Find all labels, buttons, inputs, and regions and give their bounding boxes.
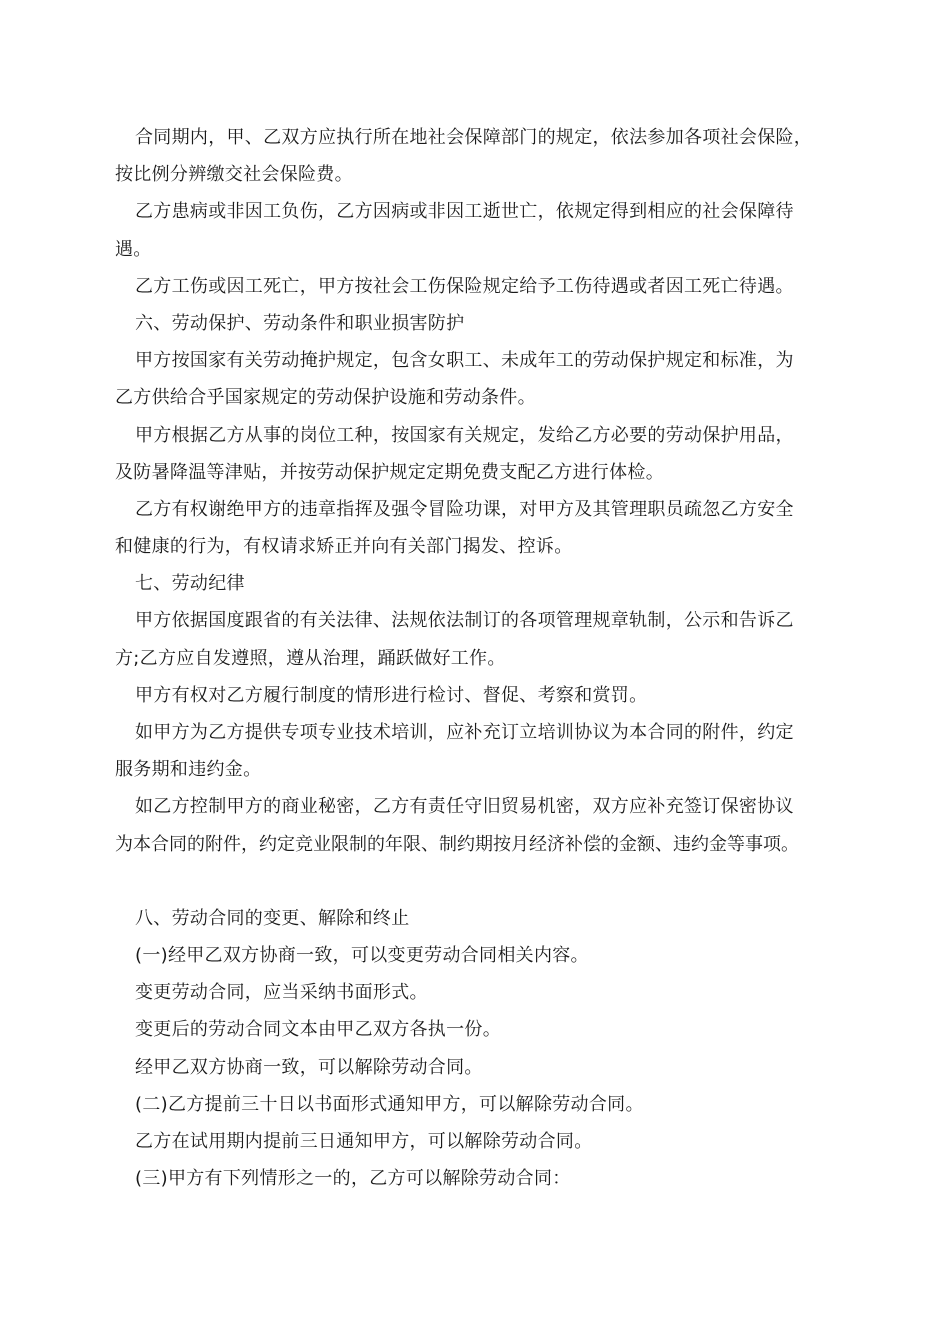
paragraph-line: 服务期和违约金。 [115,759,262,781]
paragraph-line: 经甲乙双方协商一致，可以解除劳动合同。 [135,1056,483,1078]
section-heading: 八、劳动合同的变更、解除和终止 [135,907,410,929]
paragraph-line: 乙方供给合乎国家规定的劳动保护设施和劳动条件。 [115,387,536,409]
paragraph-line: 如甲方为乙方提供专项专业技术培训，应补充订立培训协议为本合同的附件，约定 [135,722,794,743]
paragraph-line: (三)甲方有下列情形之一的，乙方可以解除劳动合同： [135,1168,571,1190]
paragraph-line: 甲方按国家有关劳动掩护规定，包含女职工、未成年工的劳动保护规定和标准，为 [135,350,794,372]
paragraph-line: 遇。 [115,238,152,260]
paragraph-line: 乙方患病或非因工负伤，乙方因病或非因工逝世亡，依规定得到相应的社会保障待 [135,201,794,223]
paragraph-line: 变更劳动合同，应当采纳书面形式。 [135,982,428,1004]
paragraph-line: (一)经甲乙双方协商一致，可以变更劳动合同相关内容。 [135,944,589,966]
paragraph-line: 乙方工伤或因工死亡，甲方按社会工伤保险规定给予工伤待遇或者因工死亡待遇。 [135,275,794,297]
paragraph-line: 甲方根据乙方从事的岗位工种，按国家有关规定，发给乙方必要的劳动保护用品， [135,424,794,446]
blank-gap [115,863,845,900]
paragraph-line: 方;乙方应自发遵照，遵从治理，踊跃做好工作。 [115,647,506,669]
paragraph-line: 按比例分辨缴交社会保险费。 [115,164,353,186]
paragraph-line: (二)乙方提前三十日以书面形式通知甲方，可以解除劳动合同。 [135,1093,644,1115]
paragraph-line: 变更后的劳动合同文本由甲乙双方各执一份。 [135,1019,501,1041]
section-heading: 七、劳动纪律 [135,573,245,595]
paragraph-line: 甲方有权对乙方履行制度的情形进行检讨、督促、考察和赏罚。 [135,684,648,706]
section-heading: 六、劳动保护、劳动条件和职业损害防护 [135,312,465,334]
paragraph-line: 为本合同的附件，约定竞业限制的年限、制约期按月经济补偿的金额、违约金等事项。 [115,833,799,855]
paragraph-line: 乙方有权谢绝甲方的违章指挥及强令冒险功课，对甲方及其管理职员疏忽乙方安全 [135,498,794,520]
paragraph-line: 和健康的行为，有权请求矫正并向有关部门揭发、控诉。 [115,536,573,558]
paragraph-line: 乙方在试用期内提前三日通知甲方，可以解除劳动合同。 [135,1130,593,1152]
document-page [115,119,845,1197]
paragraph-line: 甲方依据国度跟省的有关法律、法规依法制订的各项管理规章轨制，公示和告诉乙 [135,610,794,632]
paragraph-line: 如乙方控制甲方的商业秘密，乙方有责任守旧贸易机密，双方应补充签订保密协议 [135,796,794,818]
paragraph-line: 合同期内，甲、乙双方应执行所在地社会保障部门的规定，依法参加各项社会保险， [135,127,813,148]
paragraph-line: 及防暑降温等津贴，并按劳动保护规定定期免费支配乙方进行体检。 [115,461,664,483]
